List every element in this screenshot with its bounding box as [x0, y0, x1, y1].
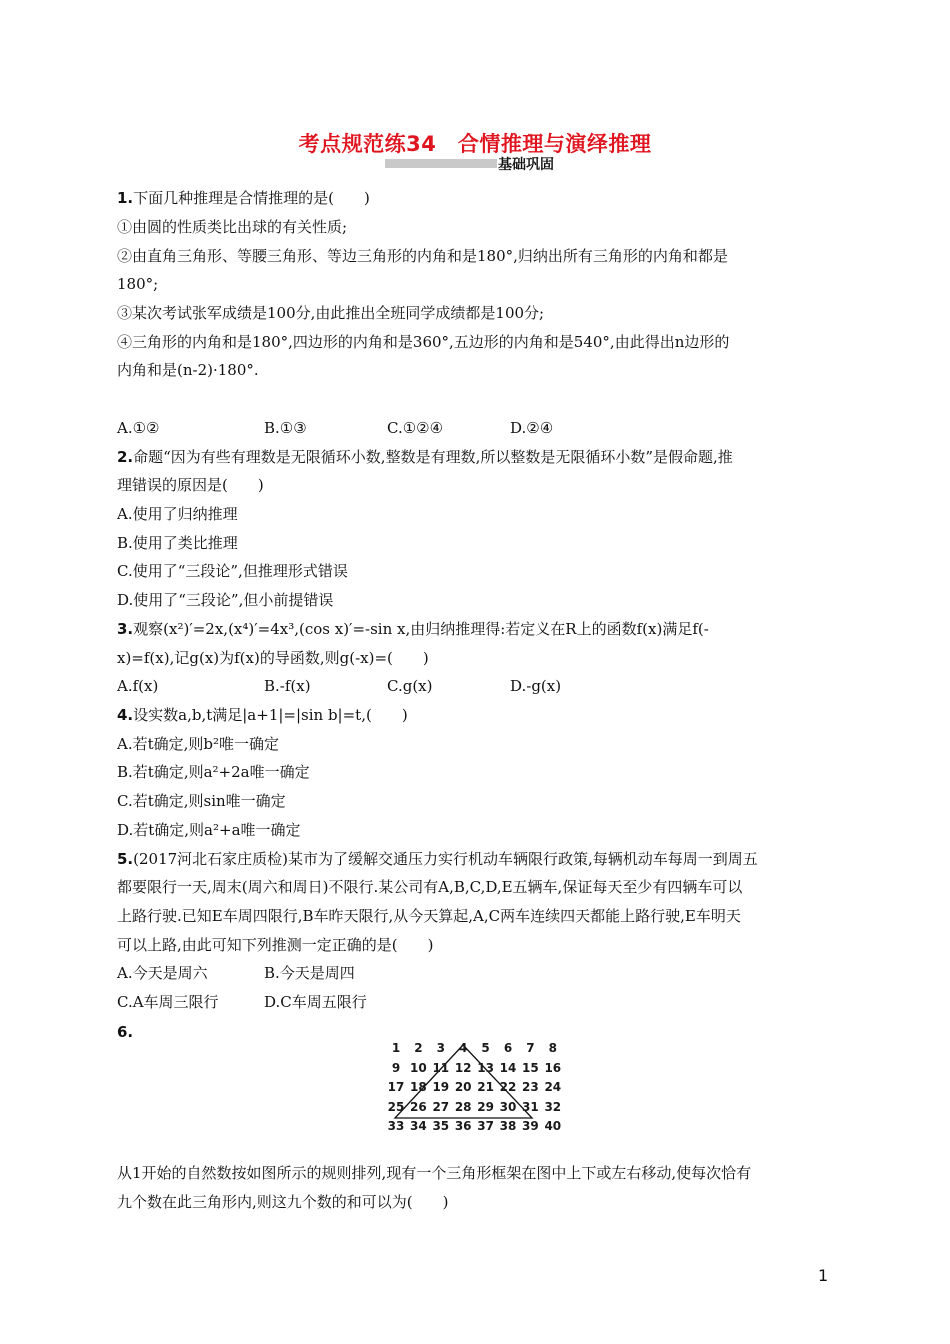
- grid-cell: 5: [481, 1041, 490, 1055]
- q3-option-c: C.g(x): [387, 677, 433, 695]
- q3-option-d: D.-g(x): [510, 677, 562, 695]
- grid-cell: 29: [477, 1099, 494, 1114]
- grid-cell: 38: [499, 1119, 517, 1134]
- q3-option-a: A.f(x): [117, 677, 159, 695]
- grid-cell: 34: [410, 1119, 427, 1134]
- q4-number: 4.: [117, 706, 134, 724]
- q6-number-line: [117, 1022, 133, 1042]
- q2-option-b: B.使用了类比推理: [117, 534, 238, 552]
- q2-stem-cont: 理错误的原因是( ): [117, 476, 264, 494]
- q5-number: 5.: [117, 850, 134, 868]
- grid-cell: 23: [522, 1080, 539, 1095]
- section-label: 基础巩固: [498, 157, 554, 173]
- q3-option-b: B.-f(x): [264, 677, 311, 695]
- q4-option-c: C.若t确定,则sin唯一确定: [117, 792, 286, 810]
- grid-cell: 25: [387, 1099, 405, 1114]
- q3-number: 3.: [117, 620, 134, 638]
- grid-cell: 20: [454, 1080, 472, 1095]
- number-grid-figure: [383, 1040, 569, 1140]
- grid-cell: 6: [503, 1041, 513, 1055]
- grid-cell: 13: [477, 1060, 494, 1075]
- q1-item-2-cont: 180°;: [117, 275, 159, 293]
- q3-stem: 观察(x²)′=2x,(x⁴)′=4x³,(cos x)′=-sin x,由归纳推理得:若定义在R上的函数f(x)满足f(-: [133, 620, 709, 638]
- q2-option-d: D.使用了“三段论”,但小前提错误: [117, 591, 334, 609]
- q1-item-4-cont: 内角和是(n-2)·180°.: [117, 361, 259, 379]
- grid-cell: 18: [410, 1080, 427, 1095]
- grid-cell: 16: [544, 1060, 562, 1075]
- q6-number: 6.: [117, 1023, 134, 1041]
- grid-cell: 21: [477, 1080, 494, 1095]
- q1-item-2: ②由直角三角形、等腰三角形、等边三角形的内角和是180°,归纳出所有三角形的内角和都是: [117, 247, 728, 265]
- q2-stem: 命题“因为有些有理数是无限循环小数,整数是有理数,所以整数是无限循环小数”是假命题,推: [133, 448, 733, 466]
- grid-cell: 32: [544, 1099, 562, 1114]
- q6-text-line-2: 九个数在此三角形内,则这九个数的和可以为( ): [117, 1193, 449, 1211]
- q1-option-d: D.②④: [510, 419, 554, 437]
- grid-cell: 12: [454, 1060, 472, 1075]
- grid-cell: 11: [432, 1060, 450, 1075]
- q1-stem: 下面几种推理是合情推理的是( ): [133, 189, 370, 207]
- q6-text-line-1: 从1开始的自然数按如图所示的规则排列,现有一个三角形框架在图中上下或左右移动,使每次恰有: [117, 1164, 752, 1182]
- grid-cell: 3: [436, 1041, 445, 1055]
- q2-option-a: A.使用了归纳推理: [117, 505, 238, 523]
- grid-cell: 10: [410, 1060, 427, 1075]
- grid-cell: 8: [548, 1041, 557, 1055]
- q1-option-c: C.①②④: [387, 419, 444, 437]
- grid-cell: 31: [522, 1099, 539, 1114]
- grid-cell: 24: [544, 1080, 562, 1095]
- grid-cell: 14: [499, 1060, 517, 1075]
- q5-stem-line-2: 都要限行一天,周末(周六和周日)不限行.某公司有A,B,C,D,E五辆车,保证每天至少有四辆车可以: [117, 878, 743, 896]
- grid-cell: 33: [387, 1119, 405, 1134]
- grid-cell: 37: [477, 1119, 494, 1134]
- grid-cell: 7: [526, 1041, 535, 1055]
- q5-stem-line-4: 可以上路,由此可知下列推测一定正确的是( ): [117, 936, 434, 954]
- grid-cell: 39: [522, 1119, 539, 1134]
- q4-option-d: D.若t确定,则a²+a唯一确定: [117, 821, 301, 839]
- q2-stem-line: [117, 447, 733, 467]
- q3-stem-cont: x)=f(x),记g(x)为f(x)的导函数,则g(-x)=( ): [117, 649, 429, 667]
- q1-number: 1.: [117, 189, 134, 207]
- q2-option-c: C.使用了“三段论”,但推理形式错误: [117, 562, 348, 580]
- section-bar: [385, 159, 497, 168]
- q3-stem-line: [117, 619, 709, 639]
- q4-option-a: A.若t确定,则b²唯一确定: [117, 735, 280, 753]
- grid-cell: 2: [414, 1041, 423, 1055]
- grid-cell: 1: [391, 1041, 401, 1055]
- q1-item-1: ①由圆的性质类比出球的有关性质;: [117, 218, 348, 236]
- grid-cell: 36: [454, 1119, 472, 1134]
- grid-cell: 35: [432, 1119, 450, 1134]
- q4-stem: 设实数a,b,t满足|a+1|=|sin b|=t,( ): [133, 706, 408, 724]
- grid-cell: 17: [387, 1080, 405, 1095]
- q1-option-a: A.①②: [117, 419, 160, 437]
- q5-option-a: A.今天是周六: [117, 964, 208, 982]
- q5-option-b: B.今天是周四: [264, 964, 355, 982]
- q1-item-3: ③某次考试张军成绩是100分,由此推出全班同学成绩都是100分;: [117, 304, 545, 322]
- q5-option-c: C.A车周三限行: [117, 993, 219, 1011]
- grid-cell: 40: [544, 1119, 562, 1134]
- q2-number: 2.: [117, 448, 134, 466]
- q1-option-b: B.①③: [264, 419, 307, 437]
- page-number: 1: [818, 1266, 829, 1285]
- grid-cell: 30: [499, 1099, 517, 1114]
- q4-stem-line: [117, 705, 408, 725]
- grid-cell: 4: [459, 1041, 468, 1055]
- q4-option-b: B.若t确定,则a²+2a唯一确定: [117, 763, 310, 781]
- q1-stem-line: [117, 188, 370, 208]
- grid-cell: 9: [391, 1060, 401, 1075]
- q5-stem-line: [117, 849, 758, 869]
- q1-item-4: ④三角形的内角和是180°,四边形的内角和是360°,五边形的内角和是540°,由此得出n边形的: [117, 333, 730, 351]
- q5-stem: (2017河北石家庄质检)某市为了缓解交通压力实行机动车辆限行政策,每辆机动车每周一到周五: [133, 850, 758, 868]
- grid-cell: 26: [410, 1099, 427, 1114]
- q5-stem-line-3: 上路行驶.已知E车周四限行,B车昨天限行,从今天算起,A,C两车连续四天都能上路行驶,E车明天: [117, 907, 741, 925]
- grid-cell: 19: [432, 1080, 450, 1095]
- grid-cell: 27: [432, 1099, 450, 1114]
- q5-option-d: D.C车周五限行: [264, 993, 367, 1011]
- grid-cell: 28: [454, 1099, 472, 1114]
- grid-cell: 22: [499, 1080, 517, 1095]
- page-title: 考点规范练34 合情推理与演绎推理: [298, 132, 652, 156]
- grid-cell: 15: [522, 1060, 539, 1075]
